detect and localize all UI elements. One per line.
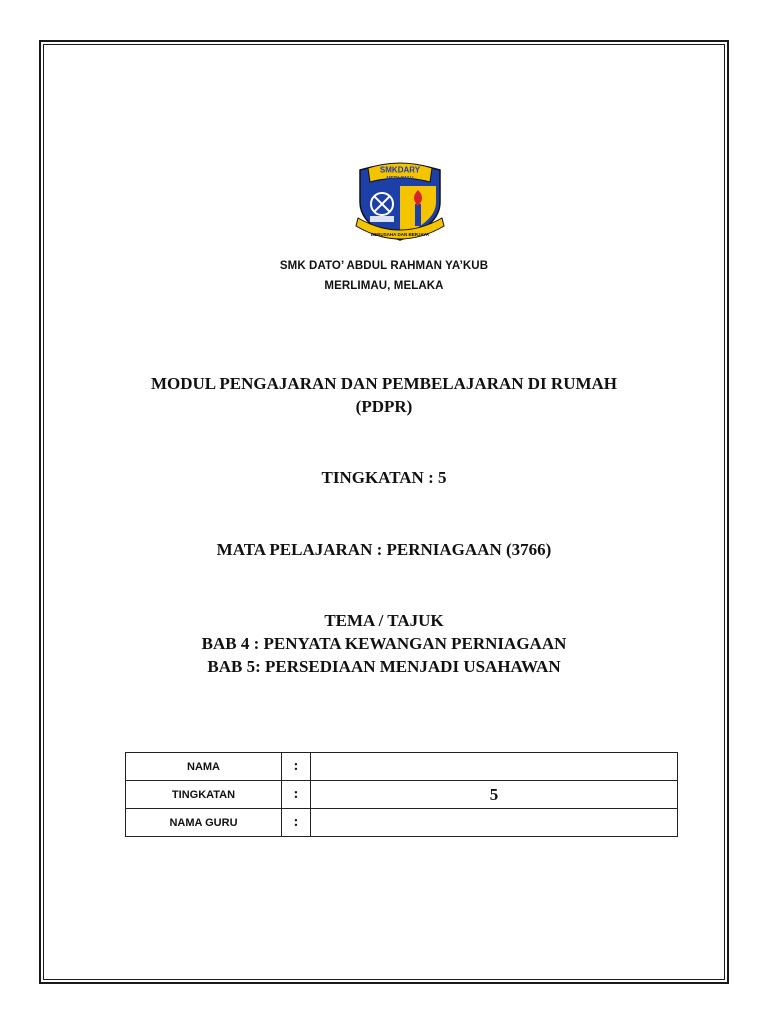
module-title-line1: MODUL PENGAJARAN DAN PEMBELAJARAN DI RUMAH — [150, 374, 618, 393]
logo-motto: BERUSAHA DAN BERJAYA — [370, 232, 430, 237]
separator: : — [282, 753, 311, 781]
school-crest-logo — [354, 156, 446, 244]
name-label: NAMA — [126, 753, 282, 781]
table-row — [126, 809, 678, 837]
form-field[interactable]: 5 — [311, 781, 678, 809]
theme-heading: TEMA / TAJUK — [324, 611, 444, 630]
school-location: MERLIMAU, MELAKA — [324, 280, 444, 292]
table-row — [126, 781, 678, 809]
separator: : — [282, 809, 311, 837]
chapter-4-title: BAB 4 : PENYATA KEWANGAN PERNIAGAAN — [201, 634, 567, 653]
form-label: TINGKATAN — [126, 781, 282, 809]
student-info-table — [125, 752, 678, 837]
name-field[interactable] — [311, 753, 678, 781]
form-level: TINGKATAN : 5 — [321, 468, 447, 487]
teacher-name-field[interactable] — [311, 809, 678, 837]
module-title-line2: (PDPR) — [355, 397, 413, 416]
separator: : — [282, 781, 311, 809]
table-row — [126, 753, 678, 781]
logo-sub-text: MERLIMAU — [386, 176, 414, 182]
chapter-5-title: BAB 5: PERSEDIAAN MENJADI USAHAWAN — [207, 657, 561, 676]
teacher-name-label: NAMA GURU — [126, 809, 282, 837]
school-name: SMK DATO’ ABDUL RAHMAN YA’KUB — [279, 260, 489, 272]
subject-line: MATA PELAJARAN : PERNIAGAAN (3766) — [216, 540, 552, 559]
logo-top-text: SMKDARY — [379, 165, 421, 175]
